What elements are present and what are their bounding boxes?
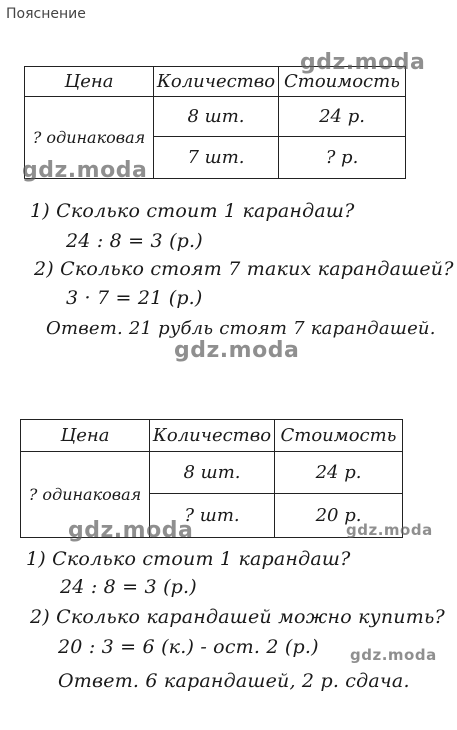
task1-question-2: 2) Сколько стоят 7 таких карандашей? xyxy=(34,258,454,280)
watermark: gdz.moda xyxy=(68,518,194,543)
page-title: Пояснение xyxy=(6,6,86,22)
cost-cell: ? р. xyxy=(279,137,406,179)
task1-solution-2: 3 · 7 = 21 (р.) xyxy=(66,287,203,309)
watermark: gdz.moda xyxy=(346,521,433,539)
task1-solution-1: 24 : 8 = 3 (р.) xyxy=(66,230,203,252)
task2-question-1: 1) Сколько стоит 1 карандаш? xyxy=(26,548,351,570)
quantity-cell: ? шт. xyxy=(150,494,275,538)
task1-answer: Ответ. 21 рубль стоят 7 карандашей. xyxy=(46,318,436,339)
price-cell: ? одинаковая xyxy=(21,452,150,538)
cost-cell: 24 р. xyxy=(275,452,403,494)
header-quantity: Количество xyxy=(150,420,275,452)
header-price: Цена xyxy=(21,420,150,452)
header-quantity: Количество xyxy=(154,67,279,97)
quantity-cell: 8 шт. xyxy=(150,452,275,494)
task1-question-1: 1) Сколько стоит 1 карандаш? xyxy=(30,200,355,222)
cost-cell: 24 р. xyxy=(279,97,406,137)
task2-solution-1: 24 : 8 = 3 (р.) xyxy=(60,576,197,598)
header-cost: Стоимость xyxy=(279,67,406,97)
watermark: gdz.moda xyxy=(350,646,437,664)
task2-answer: Ответ. 6 карандашей, 2 р. сдача. xyxy=(58,670,410,692)
watermark: gdz.moda xyxy=(174,338,300,363)
header-price: Цена xyxy=(25,67,154,97)
task2-solution-2: 20 : 3 = 6 (к.) - ост. 2 (р.) xyxy=(58,636,319,658)
cost-cell: 20 р. xyxy=(275,494,403,538)
task2-question-2: 2) Сколько карандашей можно купить? xyxy=(30,606,445,628)
quantity-cell: 7 шт. xyxy=(154,137,279,179)
watermark: gdz.moda xyxy=(22,158,148,183)
price-cell: ? одинаковая xyxy=(25,97,154,179)
quantity-cell: 8 шт. xyxy=(154,97,279,137)
header-cost: Стоимость xyxy=(275,420,403,452)
watermark: gdz.moda xyxy=(300,50,426,75)
